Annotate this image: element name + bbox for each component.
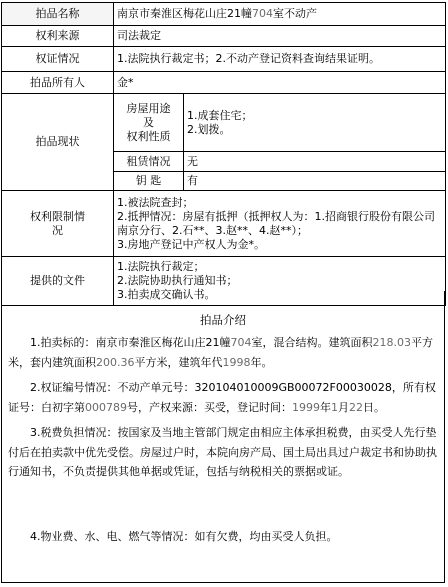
restriction-line-1: 1.被法院查封；: [117, 195, 194, 209]
certificates-label: 权证情况: [2, 47, 114, 72]
right-source-value: 司法裁定: [114, 26, 446, 47]
row-item-name: [2, 3, 446, 26]
key-label: 钥 匙: [114, 172, 184, 191]
right-source-label: 权利来源: [2, 26, 114, 47]
document-line-3: 3.拍卖成交确认书。: [117, 288, 216, 301]
row-restrictions: [2, 191, 446, 257]
documents-label: 提供的文件: [2, 257, 114, 306]
intro-title: 拍品介绍: [200, 313, 246, 327]
restrictions-label: 权利限制情 况: [2, 191, 114, 257]
intro-paragraph-4: 4.物业费、水、电、燃气等情况：如有欠费，均由买受人负担。: [30, 530, 338, 543]
lease-label: 租赁情况: [114, 152, 184, 172]
document-line-2: 2.法院协助执行通知书；: [117, 274, 238, 287]
restriction-line-2: 2.抵押情况：房屋有抵押（抵押权人为：1.招商银行股份有限公司南京分行、2.石**、3.赵**、4.赵**）；: [117, 209, 435, 237]
row-status-usage: [2, 94, 446, 152]
restriction-line-3: 3.房地产登记中产权人为金*。: [117, 237, 265, 251]
row-right-source: [2, 26, 446, 47]
property-info-table: [1, 2, 446, 306]
owner-label: 拍品所有人: [2, 72, 114, 94]
intro-paragraph-1: 1.拍卖标的：南京市秦淮区梅花山庄21幢704室，混合结构。建筑面积218.03平方米，套内建筑面积200.36平方米，建筑年代1998年。: [8, 336, 433, 369]
intro-paragraph-2: 2.权证编号情况：不动产单元号：320104010009GB00072F00030028，所有权证号：白初字第000789号，产权来源：买受，登记时间：1999年1月22日。: [8, 381, 436, 414]
item-introduction-section: [1, 291, 445, 583]
item-name-value: 南京市秦淮区梅花山庄21幢704室不动产: [114, 3, 446, 26]
key-value: 有: [184, 172, 446, 191]
row-owner: [2, 72, 446, 94]
usage-label: 房屋用途 及 权利性质: [114, 94, 184, 152]
row-certificates: [2, 47, 446, 72]
restrictions-value: [114, 191, 446, 257]
certificates-value: 1.法院执行裁定书；2.不动产登记资料查询结果证明。: [114, 47, 446, 72]
lease-value: 无: [184, 152, 446, 172]
status-label: 拍品现状: [2, 94, 114, 191]
item-name-label: 拍品名称: [2, 3, 114, 26]
document-line-1: 1.法院执行裁定；: [117, 260, 205, 273]
owner-value: 金*: [114, 72, 446, 94]
usage-value: 1.成套住宅； 2.划拨。: [184, 94, 446, 152]
intro-paragraph-3: 3.税费负担情况：按国家及当地主管部门规定由相应主体承担税费，由买受人先行垫付后在拍卖款中优先受偿。房屋过户时，本院向房产局、国土局出具过户裁定书和协助执行通知书，不负责提供其他单据或凭证，包括与纳税相关的票据或证。: [8, 426, 437, 478]
